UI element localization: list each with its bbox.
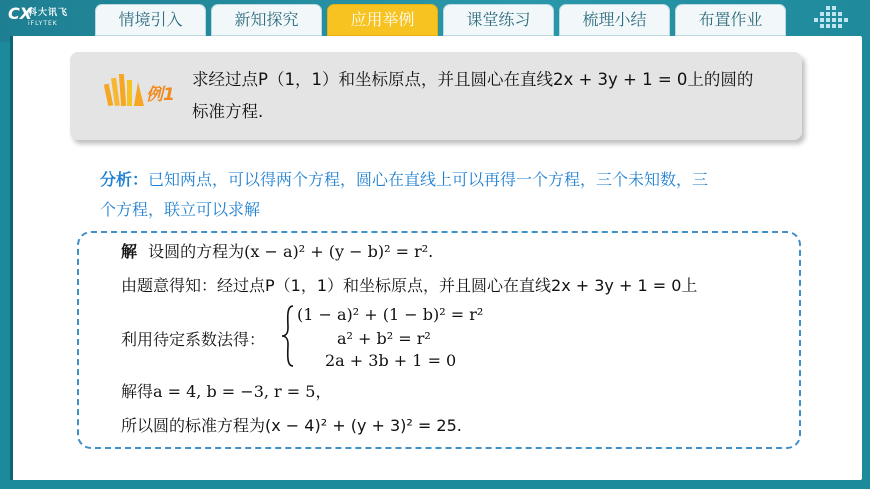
logo-mark: CX bbox=[8, 4, 33, 23]
card-left-strip bbox=[10, 36, 13, 480]
tab-homework[interactable]: 布置作业 bbox=[675, 4, 786, 36]
logo-sub: iFLYTEK bbox=[28, 20, 58, 27]
brand-logo bbox=[8, 6, 88, 28]
example-line-1: 求经过点P（1，1）和坐标原点，并且圆心在直线2x + 3y + 1 = 0上的圆的 bbox=[192, 70, 754, 89]
solution-line-5: 所以圆的标准方程为(x − 4)² + (y + 3)² = 25. bbox=[121, 416, 462, 435]
system-brace-icon bbox=[281, 304, 295, 368]
analysis-text-1: 已知两点，可以得两个方程，圆心在直线上可以再得一个方程，三个未知数，三 bbox=[148, 170, 709, 189]
solution-setup: 设圆的方程为(x − a)² + (y − b)² = r². bbox=[148, 242, 434, 261]
tab-examples[interactable]: 应用举例 bbox=[327, 4, 438, 36]
example-box bbox=[70, 52, 802, 140]
solution-box bbox=[77, 231, 801, 449]
solve-label: 解 bbox=[121, 242, 138, 261]
example-question bbox=[192, 64, 792, 128]
tab-practice[interactable]: 课堂练习 bbox=[443, 4, 554, 36]
logo-name: 科大讯飞 bbox=[28, 8, 69, 18]
example-line-2: 标准方程. bbox=[192, 102, 264, 121]
example-badge: 例1 bbox=[146, 85, 175, 105]
tab-intro[interactable]: 情境引入 bbox=[95, 4, 206, 36]
tab-explore[interactable]: 新知探究 bbox=[211, 4, 322, 36]
solution-line-3-label: 利用待定系数法得： bbox=[121, 330, 266, 349]
example-badge-icon bbox=[104, 70, 182, 110]
solution-line-4: 解得a = 4, b = −3, r = 5， bbox=[121, 382, 332, 401]
solution-line-1 bbox=[121, 239, 433, 262]
decorative-dots-icon bbox=[812, 6, 852, 32]
tab-summary[interactable]: 梳理小结 bbox=[559, 4, 670, 36]
analysis bbox=[100, 165, 805, 225]
system-eq-2: a² + b² = r² bbox=[337, 329, 431, 348]
system-eq-3: 2a + 3b + 1 = 0 bbox=[325, 351, 457, 370]
system-eq-1: (1 − a)² + (1 − b)² = r² bbox=[297, 305, 484, 324]
analysis-text-2: 个方程，联立可以求解 bbox=[100, 200, 261, 219]
solution-line-2: 由题意得知：经过点P（1，1）和坐标原点，并且圆心在直线2x + 3y + 1 = 0上 bbox=[121, 276, 698, 295]
analysis-label: 分析： bbox=[100, 170, 149, 189]
